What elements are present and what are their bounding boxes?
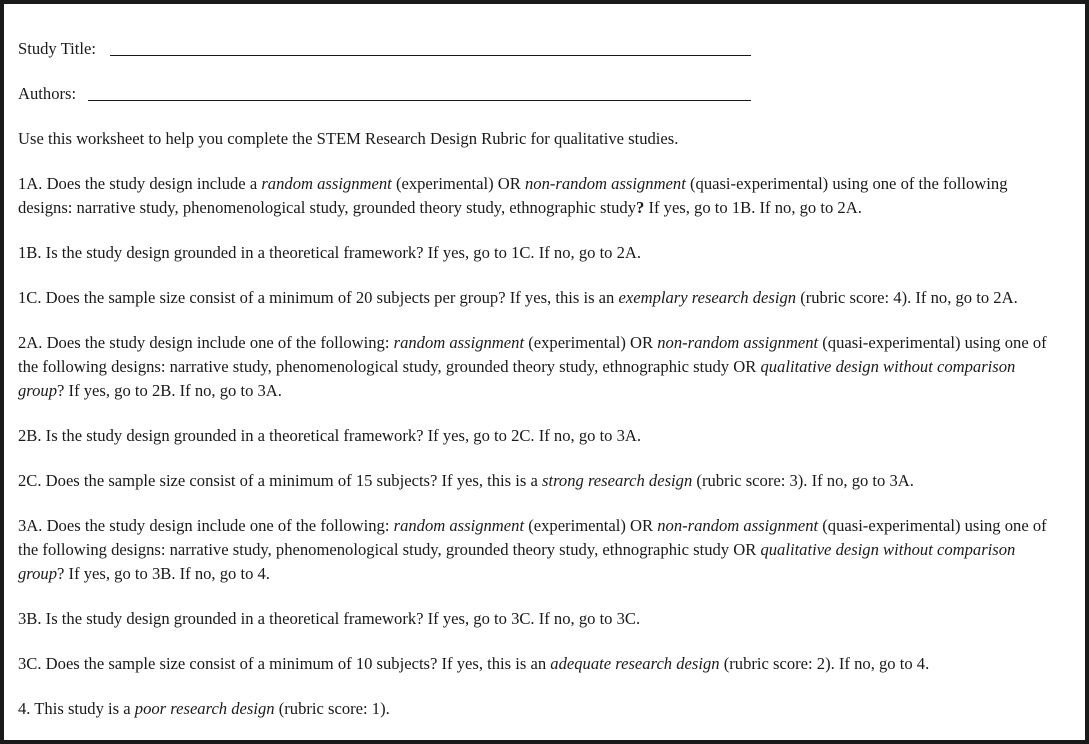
question-4-text: 4. This study is a: [18, 699, 135, 718]
question-1a-text-3: (quasi-experimental) using one of the following designs: narrative study, phenomenological study, grounded theory study, ethnographic study: [18, 174, 1008, 217]
question-2a-text: 2A. Does the study design include one of the following:: [18, 333, 394, 352]
question-1c-text-2: (rubric score: 4). If no, go to 2A.: [796, 288, 1018, 307]
question-1a-bold-question-mark: ?: [636, 198, 645, 217]
question-1a-emphasis-2: non-random assignment: [524, 174, 686, 193]
question-3a: [18, 514, 1065, 586]
question-3b: 3B. Is the study design grounded in a theoretical framework? If yes, go to 3C. If no, go to 3C.: [18, 609, 641, 628]
question-2c-emphasis: strong research design: [542, 471, 693, 490]
question-2a-emphasis-3: qualitative design without comparison group: [18, 357, 1016, 400]
question-2a-text-4: ? If yes, go to 2B. If no, go to 3A.: [57, 381, 282, 400]
question-2c-text-2: (rubric score: 3). If no, go to 3A.: [692, 471, 914, 490]
question-3a-text: 3A. Does the study design include one of the following:: [18, 516, 394, 535]
question-2c: [18, 469, 1065, 493]
question-3a-text-4: ? If yes, go to 3B. If no, go to 4.: [57, 564, 270, 583]
question-2a: [18, 331, 1065, 403]
question-3c-text: 3C. Does the sample size consist of a minimum of 10 subjects? If yes, this is an: [18, 654, 551, 673]
question-4-emphasis: poor research design: [134, 699, 275, 718]
question-3a-emphasis-1: random assignment: [393, 516, 525, 535]
question-3a-text-3: (quasi-experimental) using one of the following designs: narrative study, phenomenological study, grounded theory study, ethnographic study OR: [18, 516, 1047, 559]
question-1c-emphasis: exemplary research design: [618, 288, 797, 307]
question-1c: [18, 286, 1065, 310]
question-1a-emphasis-1: random assignment: [261, 174, 392, 193]
question-3c: [18, 652, 1065, 676]
question-2a-emphasis-2: non-random assignment: [657, 333, 819, 352]
intro-text: Use this worksheet to help you complete the STEM Research Design Rubric for qualitative studies.: [18, 129, 679, 148]
authors-label: Authors:: [18, 84, 77, 103]
authors-field: [18, 82, 1065, 106]
question-4-text-2: (rubric score: 1).: [274, 699, 390, 718]
question-2a-emphasis-1: random assignment: [393, 333, 525, 352]
question-1a-text: 1A. Does the study design include a: [18, 174, 262, 193]
question-3a-emphasis-3: qualitative design without comparison group: [18, 540, 1016, 583]
question-1c-text: 1C. Does the sample size consist of a minimum of 20 subjects per group? If yes, this is an: [18, 288, 619, 307]
study-title-field: [18, 37, 1065, 61]
study-title-label: Study Title:: [18, 39, 96, 58]
question-3c-text-2: (rubric score: 2). If no, go to 4.: [719, 654, 930, 673]
question-2c-text: 2C. Does the sample size consist of a minimum of 15 subjects? If yes, this is a: [18, 471, 542, 490]
question-3c-emphasis: adequate research design: [550, 654, 720, 673]
question-2a-text-2: (experimental) OR: [524, 333, 658, 352]
study-title-blank-line[interactable]: [110, 55, 751, 56]
question-2a-text-3: (quasi-experimental) using one of the following designs: narrative study, phenomenological study, grounded theory study, ethnographic study OR: [18, 333, 1047, 376]
question-3a-text-2: (experimental) OR: [524, 516, 658, 535]
question-3a-emphasis-2: non-random assignment: [657, 516, 819, 535]
authors-blank-line[interactable]: [88, 100, 751, 101]
question-2b: 2B. Is the study design grounded in a theoretical framework? If yes, go to 2C. If no, go to 3A.: [18, 426, 642, 445]
question-1a-text-4: If yes, go to 1B. If no, go to 2A.: [644, 198, 862, 217]
worksheet-content: [18, 37, 1065, 742]
question-1a: [18, 172, 1065, 220]
question-4: [18, 697, 1065, 721]
question-1b: 1B. Is the study design grounded in a theoretical framework? If yes, go to 1C. If no, go to 2A.: [18, 243, 642, 262]
question-1a-text-2: (experimental) OR: [391, 174, 525, 193]
